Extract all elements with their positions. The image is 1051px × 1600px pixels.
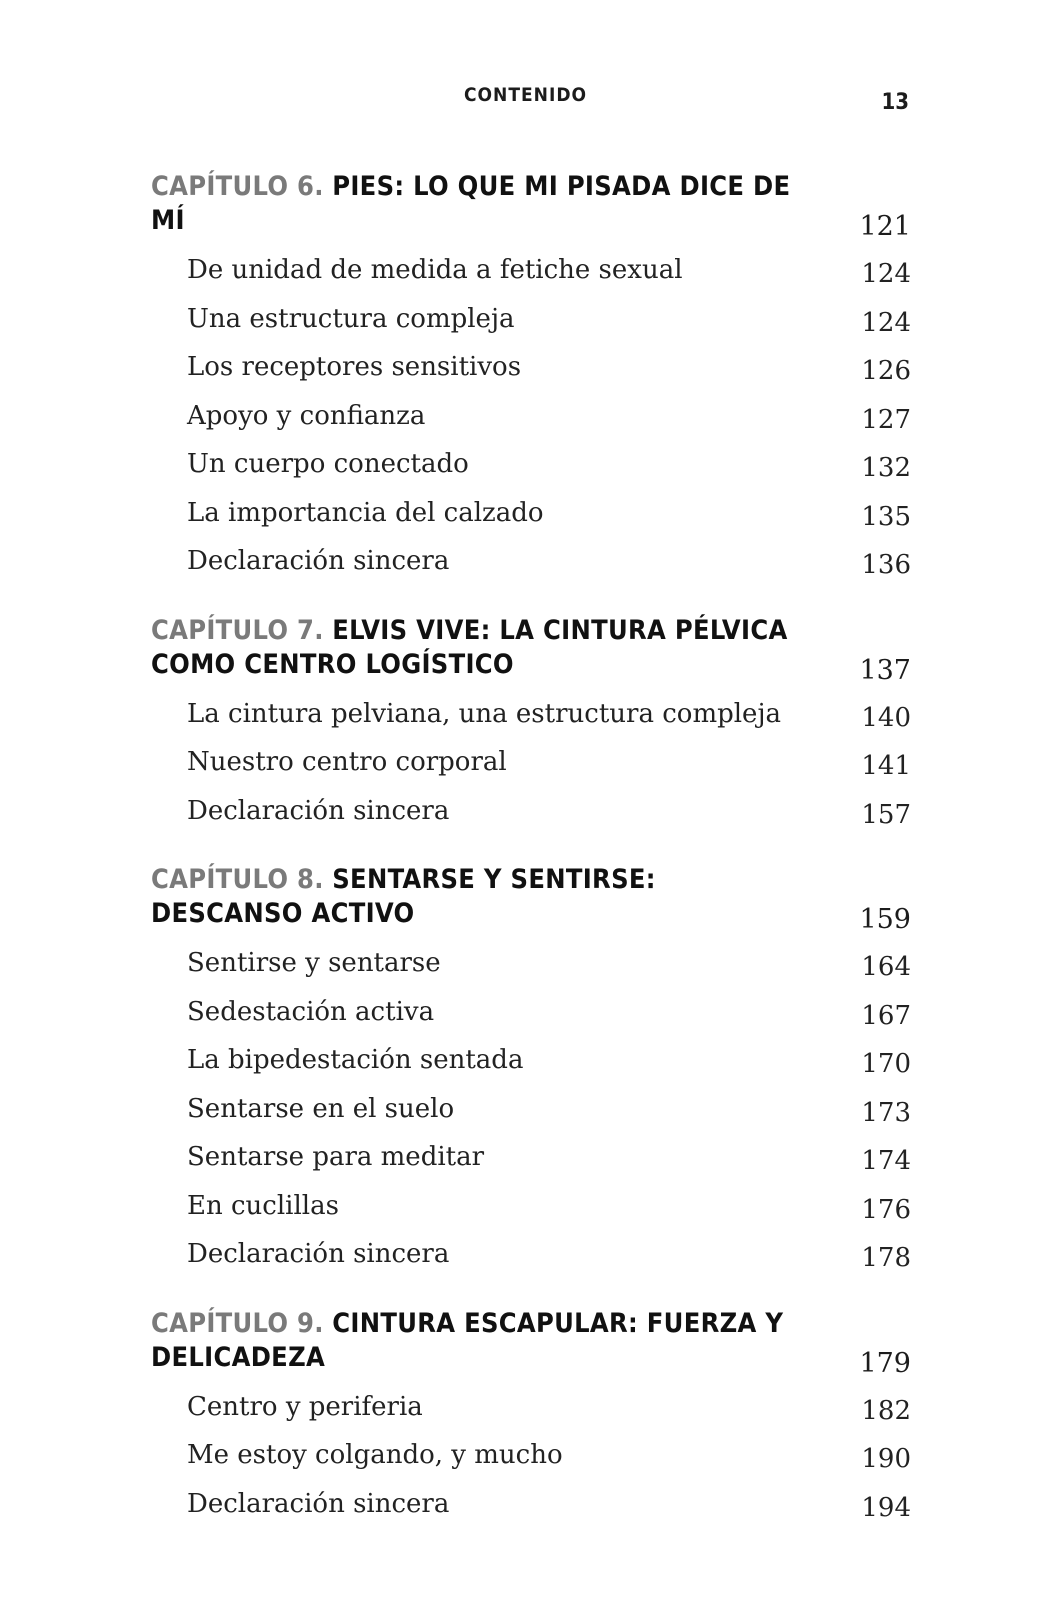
entry-title: De unidad de medida a fetiche sexual: [187, 255, 683, 285]
chapter-title: CINTURA ESCAPULAR: FUERZA Y DELICADEZA: [151, 1307, 784, 1373]
toc-entry[interactable]: [151, 493, 911, 542]
entry-page: 157: [861, 799, 911, 830]
entry-title: Sedestación activa: [187, 996, 435, 1027]
toc-entry[interactable]: [151, 396, 911, 445]
toc-entry[interactable]: [151, 1137, 911, 1186]
entry-page: 127: [861, 404, 911, 435]
toc-entry[interactable]: [151, 1387, 911, 1436]
toc-entry[interactable]: [151, 1234, 911, 1283]
toc-entry[interactable]: [151, 694, 911, 743]
chapter-number: CAPÍTULO 7.: [151, 614, 324, 646]
toc-entry[interactable]: [151, 1089, 911, 1138]
toc-entry[interactable]: [151, 250, 911, 299]
chapter-heading[interactable]: [151, 170, 911, 242]
chapter-title: PIES: LO QUE MI PISADA DICE DE MÍ: [151, 171, 791, 236]
chapter-title: SENTARSE Y SENTIRSE: DESCANSO ACTIVO: [151, 864, 656, 929]
toc-entry[interactable]: [151, 791, 911, 840]
entry-title: La bipedestación sentada: [187, 1045, 524, 1075]
entry-page: 124: [861, 307, 911, 338]
toc-entry[interactable]: [151, 1484, 911, 1533]
toc-entry[interactable]: [151, 1186, 911, 1235]
toc-entry[interactable]: [151, 943, 911, 992]
entry-title: Un cuerpo conectado: [187, 449, 469, 479]
entry-title: Declaración sincera: [187, 795, 450, 826]
entry-page: 194: [861, 1492, 911, 1523]
entry-title: Sentirse y sentarse: [187, 948, 441, 978]
entry-title: Declaración sincera: [187, 1488, 450, 1519]
entry-title: Sentarse en el suelo: [187, 1093, 455, 1124]
entry-title: Declaración sincera: [187, 1239, 450, 1269]
chapter-6: [151, 170, 911, 590]
entry-page: 124: [861, 259, 911, 289]
entry-page: 164: [861, 952, 911, 982]
entry-page: 176: [861, 1194, 911, 1225]
running-head: CONTENIDO: [463, 84, 588, 106]
chapter-9: [151, 1307, 911, 1533]
chapter-7: [151, 614, 911, 840]
chapter-page: 159: [859, 904, 911, 935]
entry-page: 141: [861, 751, 911, 781]
entry-page: 190: [861, 1444, 911, 1474]
chapter-page: 179: [859, 1347, 911, 1379]
entry-page: 173: [861, 1097, 911, 1128]
entry-page: 136: [861, 550, 911, 580]
entry-page: 126: [861, 356, 911, 386]
entry-title: La cintura pelviana, una estructura compleja: [187, 698, 782, 729]
toc-entry[interactable]: [151, 992, 911, 1041]
entry-title: Sentarse para meditar: [187, 1142, 485, 1172]
entry-title: Declaración sincera: [187, 546, 450, 576]
entry-title: La importancia del calzado: [187, 497, 544, 528]
chapter-number: CAPÍTULO 6.: [151, 171, 324, 202]
chapter-8: [151, 863, 911, 1283]
toc-entry[interactable]: [151, 541, 911, 590]
toc-entry[interactable]: [151, 1435, 911, 1484]
toc-entry[interactable]: [151, 299, 911, 348]
entry-title: Apoyo y confianza: [187, 400, 426, 431]
entry-page: 140: [861, 702, 911, 733]
toc-entry[interactable]: [151, 444, 911, 493]
entry-page: 174: [861, 1146, 911, 1176]
entry-page: 167: [861, 1000, 911, 1031]
chapter-heading[interactable]: [151, 614, 911, 686]
entry-page: 178: [861, 1243, 911, 1273]
toc-entry[interactable]: [151, 347, 911, 396]
chapter-heading[interactable]: [151, 863, 911, 935]
entry-title: Me estoy colgando, y mucho: [187, 1440, 563, 1470]
chapter-number: CAPÍTULO 8.: [151, 864, 324, 895]
toc-entry[interactable]: [151, 1040, 911, 1089]
entry-page: 182: [861, 1395, 911, 1426]
chapter-page: 121: [859, 211, 911, 242]
chapter-number: CAPÍTULO 9.: [151, 1307, 324, 1339]
entry-page: 135: [861, 501, 911, 532]
chapter-heading[interactable]: [151, 1307, 911, 1379]
chapter-page: 137: [859, 654, 911, 686]
entry-title: Una estructura compleja: [187, 303, 515, 334]
chapter-title: ELVIS VIVE: LA CINTURA PÉLVICA COMO CENTRO LOGÍSTICO: [151, 614, 788, 680]
entry-page: 132: [861, 453, 911, 483]
entry-title: En cuclillas: [187, 1190, 339, 1221]
entry-page: 170: [861, 1049, 911, 1079]
page-number: 13: [881, 90, 909, 115]
entry-title: Los receptores sensitivos: [187, 352, 522, 382]
table-of-contents: [151, 170, 911, 1556]
entry-title: Nuestro centro corporal: [187, 747, 507, 777]
toc-entry[interactable]: [151, 742, 911, 791]
entry-title: Centro y periferia: [187, 1391, 423, 1422]
